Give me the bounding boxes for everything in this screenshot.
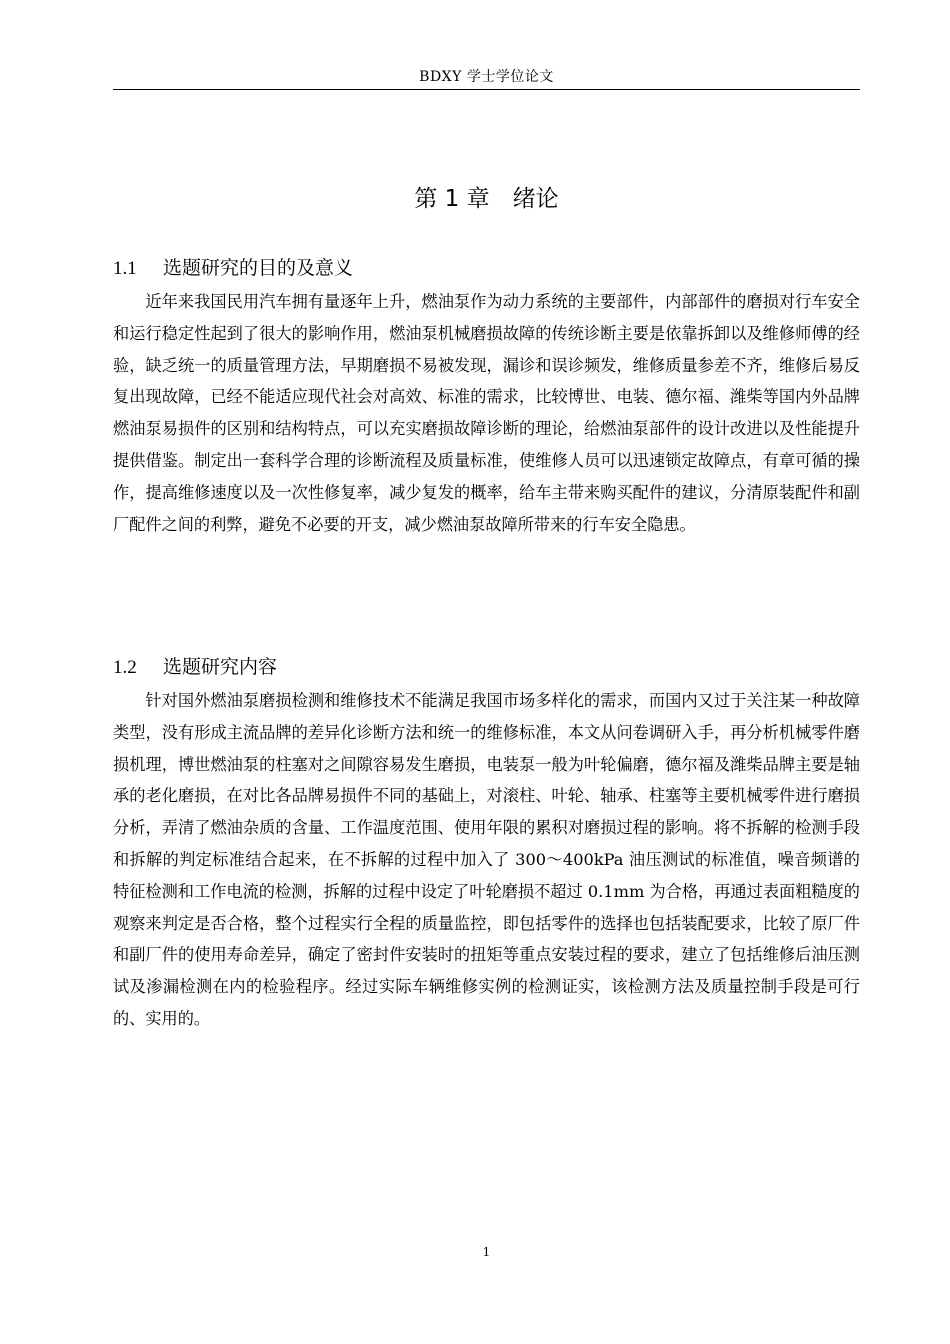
section-number: 1.1 [113, 258, 137, 279]
page-number: 1 [482, 1245, 491, 1259]
section-heading-1-1 [113, 253, 353, 280]
section-number: 1.2 [113, 657, 137, 678]
chapter-title: 第 1 章 绪论 [414, 186, 559, 212]
section-title: 选题研究的目的及意义 [163, 257, 354, 279]
section-title: 选题研究内容 [163, 656, 278, 678]
page-header: BDXY 学士学位论文 [419, 69, 554, 85]
header-rule [113, 89, 860, 90]
section-heading-1-2 [113, 652, 277, 679]
section-paragraph-1-2: 针对国外燃油泵磨损检测和维修技术不能满足我国市场多样化的需求，而国内又过于关注某一种故障类型，没有形成主流品牌的差异化诊断方法和统一的维修标准，本文从问卷调研入手，再分析机械零件磨损机理，博世燃油泵的柱塞对之间隙容易发生磨损，电装泵一般为叶轮偏磨，德尔福及潍柴品牌主要是轴承的老化磨损，在对比各品牌易损件不同的基础上，对滚柱、叶轮、轴承、柱塞等主要机械零件进行磨损分析，弄清了燃油杂质的含量、工作温度范围、使用年限的累积对磨损过程的影响。将不拆解的检测手段和拆解的判定标准结合起来，在不拆解的过程中加入了 300～400kPa 油压测试的标准值，噪音频谱的特征检测和工作电流的检测，拆解的过程中设定了叶轮磨损不超过 0.1mm 为合格，再通过表面粗糙度的观察来判定是否合格，整个过程实行全程的质量监控，即包括零件的选择也包括装配要求，比较了原厂件和副厂件的使用寿命差异，确定了密封件安装时的扭矩等重点安装过程的要求，建立了包括维修后油压测试及渗漏检测在内的检验程序。经过实际车辆维修实例的检测证实，该检测方法及质量控制手段是可行的、实用的。 [113, 691, 860, 1028]
section-paragraph-1-1: 近年来我国民用汽车拥有量逐年上升，燃油泵作为动力系统的主要部件，内部部件的磨损对行车安全和运行稳定性起到了很大的影响作用，燃油泵机械磨损故障的传统诊断主要是依靠拆卸以及维修师傅的经验，缺乏统一的质量管理方法，早期磨损不易被发现，漏诊和误诊频发，维修质量参差不齐，维修后易反复出现故障，已经不能适应现代社会对高效、标准的需求，比较博世、电装、德尔福、潍柴等国内外品牌燃油泵易损件的区别和结构特点，可以充实磨损故障诊断的理论，给燃油泵部件的设计改进以及性能提升提供借鉴。制定出一套科学合理的诊断流程及质量标准，使维修人员可以迅速锁定故障点，有章可循的操作，提高维修速度以及一次性修复率，减少复发的概率，给车主带来购买配件的建议，分清原装配件和副厂配件之间的利弊，避免不必要的开支，减少燃油泵故障所带来的行车安全隐患。 [113, 292, 860, 534]
